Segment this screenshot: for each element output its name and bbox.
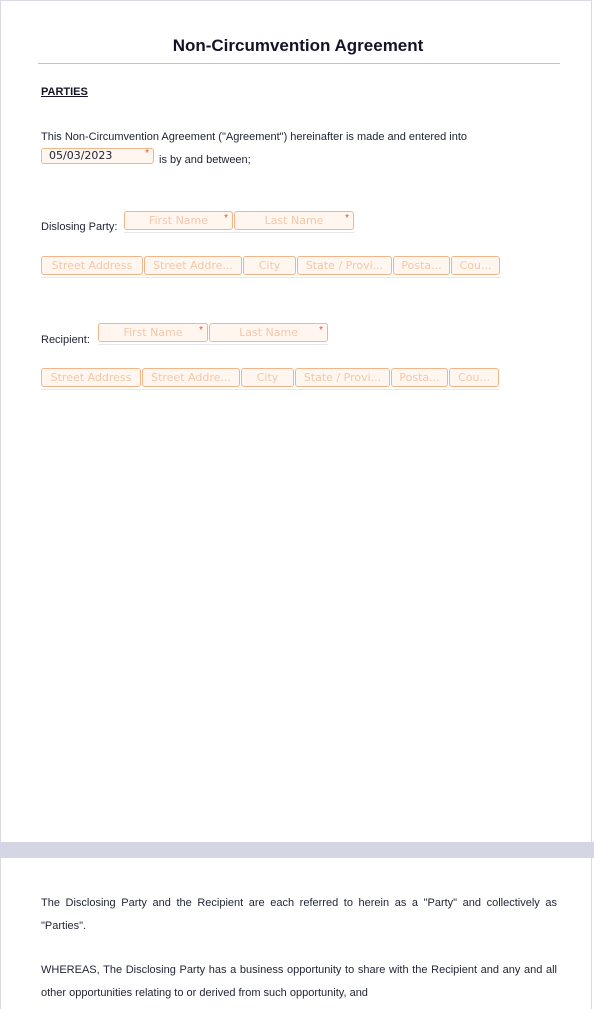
disclosing-first-name-field[interactable] <box>124 211 233 230</box>
last-name-placeholder: Last Name <box>239 326 298 339</box>
street-address-2-placeholder: Street Addre... <box>153 259 233 272</box>
title-divider <box>38 63 560 64</box>
recipient-country-field[interactable] <box>449 368 499 387</box>
recipient-postal-field[interactable] <box>391 368 448 387</box>
first-name-placeholder: First Name <box>148 214 209 227</box>
street-address-placeholder: Street Address <box>50 371 132 384</box>
country-placeholder: Cou... <box>458 371 490 384</box>
recipient-label: Recipient: <box>41 334 90 346</box>
address-underline <box>41 277 501 278</box>
disclosing-last-name-field[interactable] <box>234 211 354 230</box>
city-placeholder: City <box>256 371 279 384</box>
document-title: Non-Circumvention Agreement <box>172 36 424 55</box>
last-name-placeholder: Last Name <box>264 214 324 227</box>
name-underline <box>98 344 328 345</box>
state-placeholder: State / Provi... <box>305 259 384 272</box>
recipient-street-address-2-field[interactable] <box>142 368 240 387</box>
required-marker: * <box>145 148 149 159</box>
document-page-2 <box>0 858 592 1009</box>
disclosing-city-field[interactable] <box>243 256 296 275</box>
recipient-first-name-field[interactable] <box>98 323 208 342</box>
date-suffix-text: is by and between; <box>159 154 251 166</box>
name-underline <box>124 232 354 233</box>
street-address-2-placeholder: Street Addre... <box>151 371 231 384</box>
postal-placeholder: Posta... <box>399 371 440 384</box>
parties-definition-paragraph: The Disclosing Party and the Recipient are each referred to herein as a "Party" and collectively as "Parties". <box>41 897 557 932</box>
page-separator <box>0 842 594 858</box>
first-name-placeholder: First Name <box>123 326 183 339</box>
postal-placeholder: Posta... <box>401 259 442 272</box>
state-placeholder: State / Provi... <box>303 371 382 384</box>
disclosing-street-address-2-field[interactable] <box>144 256 242 275</box>
required-marker: * <box>199 325 203 336</box>
street-address-placeholder: Street Address <box>51 259 133 272</box>
agreement-date-value: 05/03/2023 <box>49 149 113 162</box>
agreement-date-field[interactable] <box>41 148 154 164</box>
disclosing-state-field[interactable] <box>297 256 392 275</box>
country-placeholder: Cou... <box>459 259 492 272</box>
address-underline <box>41 389 499 390</box>
recipient-street-address-field[interactable] <box>41 368 141 387</box>
recipient-last-name-field[interactable] <box>209 323 328 342</box>
whereas-paragraph: WHEREAS, The Disclosing Party has a business opportunity to share with the Recipient and any and all other opportunities relating to or derived from such opportunity, and <box>41 964 557 999</box>
recipient-city-field[interactable] <box>241 368 294 387</box>
required-marker: * <box>224 213 228 224</box>
parties-heading: PARTIES <box>41 86 88 98</box>
recipient-state-field[interactable] <box>295 368 390 387</box>
disclosing-postal-field[interactable] <box>393 256 450 275</box>
city-placeholder: City <box>258 259 281 272</box>
disclosing-street-address-field[interactable] <box>41 256 143 275</box>
disclosing-country-field[interactable] <box>451 256 500 275</box>
intro-text: This Non-Circumvention Agreement ("Agreement") hereinafter is made and entered into <box>41 131 468 143</box>
required-marker: * <box>319 325 323 336</box>
required-marker: * <box>345 213 349 224</box>
disclosing-party-label: Dislosing Party: <box>41 221 118 233</box>
